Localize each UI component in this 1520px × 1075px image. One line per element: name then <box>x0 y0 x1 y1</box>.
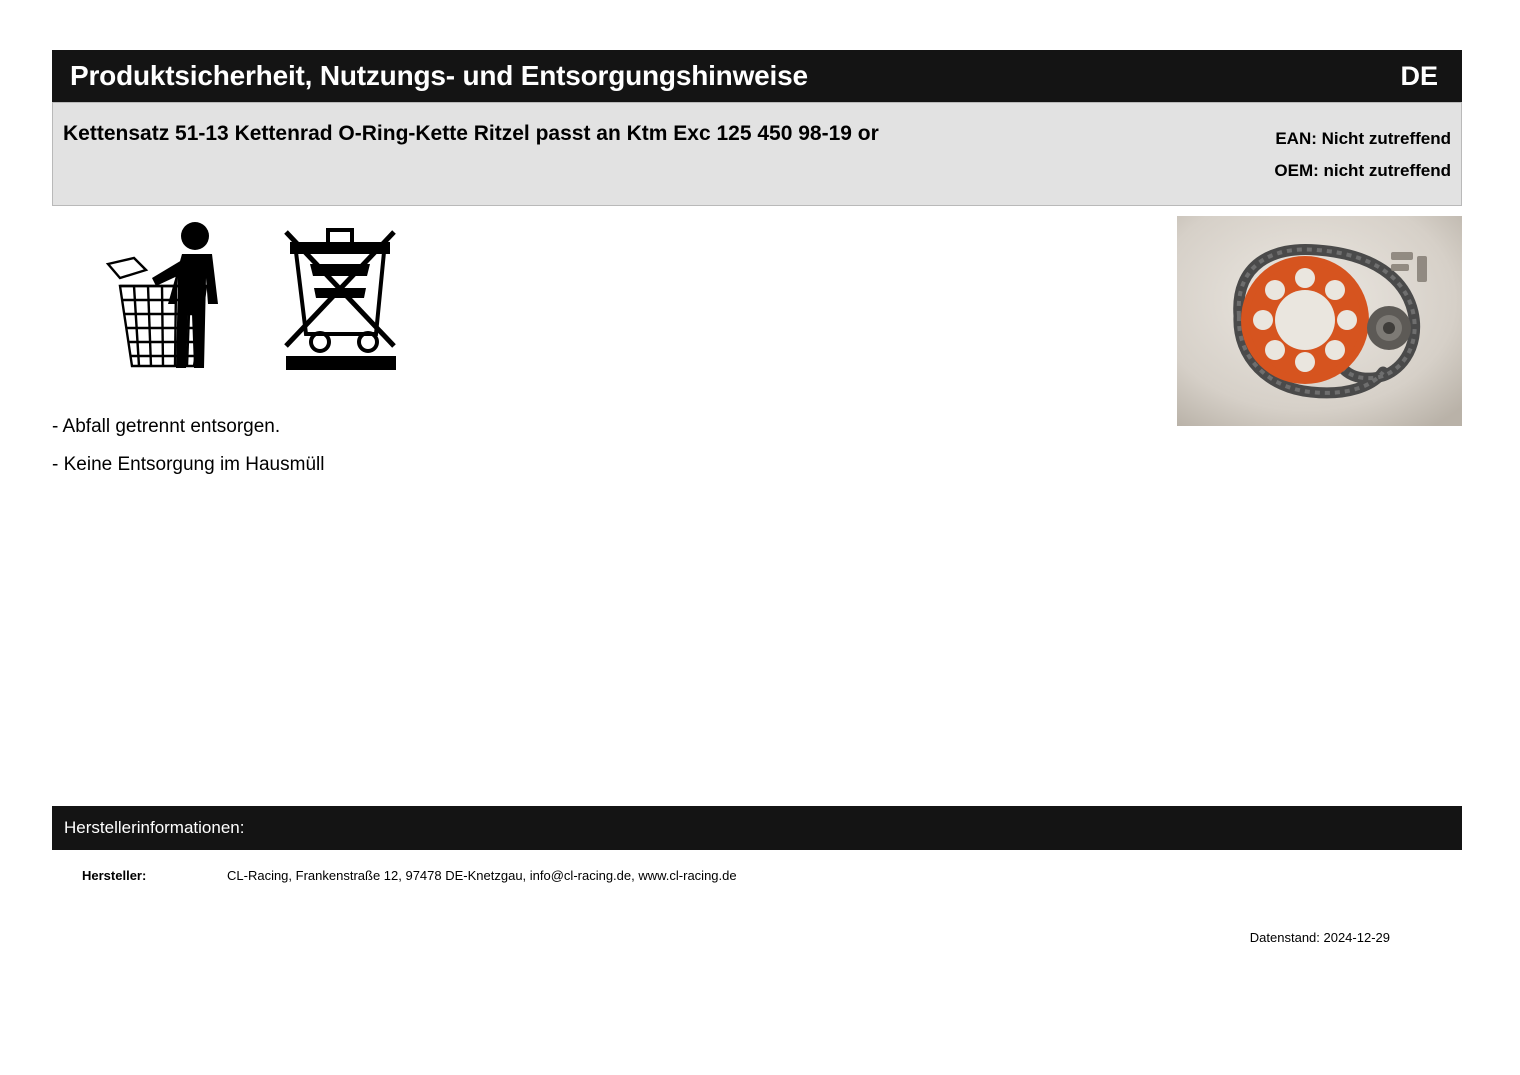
product-info-bar <box>52 102 1462 206</box>
manufacturer-label: Hersteller: <box>82 867 147 883</box>
product-title: Kettensatz 51-13 Kettenrad O-Ring-Kette Ritzel passt an Ktm Exc 125 450 98-19 or <box>63 122 879 145</box>
datestamp: Datenstand: 2024-12-29 <box>1249 930 1390 945</box>
manufacturer-value: CL-Racing, Frankenstraße 12, 97478 DE-Knetzgau, info@cl-racing.de, www.cl-racing.de <box>227 867 737 883</box>
pictogram-area <box>80 218 440 378</box>
product-codes <box>1274 103 1461 205</box>
crossed-out-wheelie-bin-icon <box>272 218 412 378</box>
ean-value: EAN: Nicht zutreffend <box>1275 129 1451 148</box>
manufacturer-band-title: Herstellerinformationen: <box>64 818 245 837</box>
oem-value: OEM: nicht zutreffend <box>1274 161 1451 180</box>
manufacturer-row <box>52 858 1462 892</box>
disposal-notes <box>52 408 952 484</box>
manufacturer-band <box>52 806 1462 850</box>
header-bar <box>52 50 1462 102</box>
disposal-note: - Abfall getrennt entsorgen. <box>52 416 281 437</box>
language-badge: DE <box>1400 60 1438 91</box>
throw-in-bin-icon <box>90 218 240 378</box>
disposal-note: - Keine Entsorgung im Hausmüll <box>52 454 325 475</box>
page-title: Produktsicherheit, Nutzungs- und Entsorgungshinweise <box>70 60 808 91</box>
product-photo <box>1177 216 1462 426</box>
